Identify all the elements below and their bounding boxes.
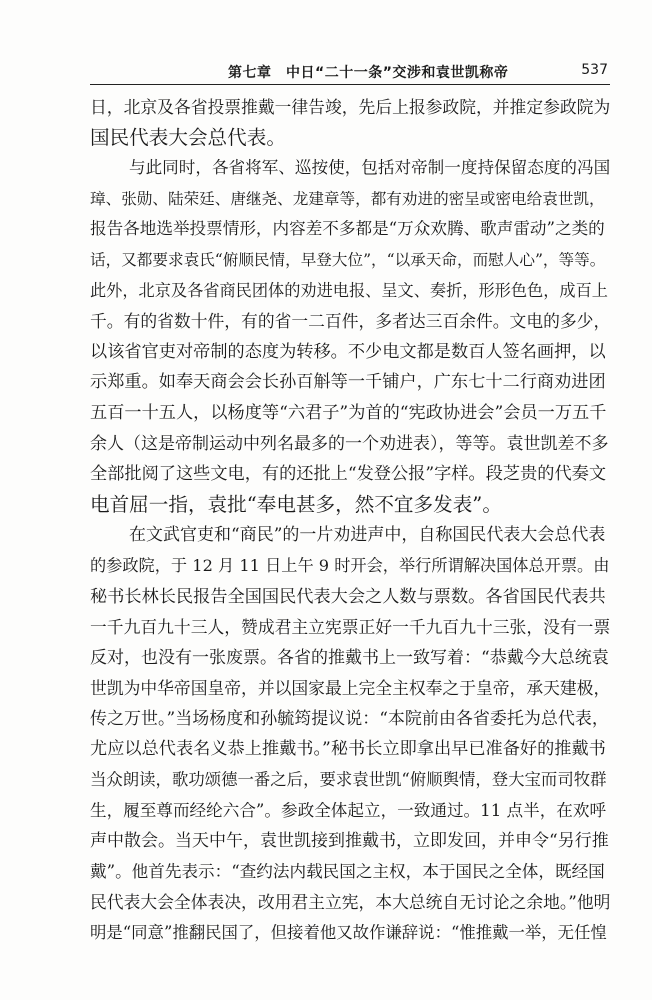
text-line: 一千九百九十三人，赞成君主立宪票正好一千九百九十三张，没有一票: [90, 617, 611, 638]
text-line: 五百一十五人，以杨度等“六君子”为首的“宪政协进会”会员一万五千: [90, 402, 607, 423]
running-header: [90, 58, 610, 85]
text-line: 戴”。他首先表示：“查约法内载民国之主权，本于国民之全体，既经国: [90, 861, 605, 881]
text-line: 日，北京及各省投票推戴一律告竣，先后上报参政院，并推定参政院为: [90, 97, 611, 117]
text-line: 民代表大会全体表决，改用君主立宪，本大总统自无讨论之余地。”他明: [90, 892, 611, 913]
text-line: 话，又都要求袁氏“俯顺民情，早登大位”，“以承天命，而慰人心”，等等。: [90, 250, 606, 269]
text-line: 电首屈一指，袁批“奉电甚多，然不宜多发表”。: [90, 492, 502, 516]
text-line: 反对，也没有一张废票。各省的推戴书上一致写着：“恭戴今大总统袁: [90, 647, 609, 668]
text-line: 的参政院，于 12 月 11 日上午 9 时开会，举行所谓解决国体总开票。由: [90, 555, 610, 575]
text-line: 秘书长林长民报告全国国民代表大会之人数与票数。各省国民代表共: [90, 586, 606, 607]
text-line: 全部批阅了这些文电，有的还批上“发登公报”字样。段芝贵的代奏文: [90, 464, 607, 485]
text-line: 当众朗读，歌功颂德一番之后，要求袁世凯“俯顺舆情，登大宝而司牧群: [90, 770, 607, 790]
text-line: 此外，北京及各省商民团体的劝进电报、呈文、奏折，形形色色，成百上: [90, 280, 608, 300]
text-line: 生，履至尊而经纶六合”。参政全体起立，一致通过。11 点半，在欢呼: [90, 800, 607, 820]
text-line: 明是“同意”推翻民国了，但接着他又故作谦辞说：“惟推戴一举，无任惶: [90, 923, 607, 943]
text-line: 尤应以总代表名义恭上推戴书。”秘书长立即拿出早已准备好的推戴书: [90, 739, 606, 760]
text-line: 声中散会。当天中午，袁世凯接到推戴书，立即发回，并申令“另行推: [90, 831, 609, 852]
paragraph-first-line: 在文武官吏和“商民”的一片劝进声中，自称国民代表大会总代表: [129, 525, 606, 546]
body-text: [90, 92, 610, 949]
chapter-title: 第七章 中日“二十一条”交涉和袁世凯称帝: [228, 65, 509, 81]
paragraph-first-line: 与此同时，各省将军、巡按使，包括对帝制一度持保留态度的冯国: [129, 158, 611, 178]
text-line: 世凯为中华帝国皇帝，并以国家最上完全主权奉之于皇帝，承天建极，: [90, 678, 611, 699]
text-line: 余人（这是帝制运动中列名最多的一个劝进表），等等。袁世凯差不多: [90, 433, 609, 454]
text-line: 璋、张勋、陆荣廷、唐继尧、龙建章等，都有劝进的密呈或密电给袁世凯，: [90, 189, 605, 208]
text-line: 以该省官吏对帝制的态度为转移。不少电文都是数百人签名画押，以: [90, 341, 606, 362]
text-line: 传之万世。”当场杨度和孙毓筠提议说：“本院前由各省委托为总代表，: [90, 708, 609, 729]
text-line: 示郑重。如奉天商会会长孙百斛等一千铺户，广东七十二行商劝进团: [90, 372, 606, 393]
page-number: 537: [581, 62, 608, 78]
text-line: 国民代表大会总代表。: [90, 125, 286, 149]
text-line: 千。有的省数十件，有的省一二百件，多者达三百余件。文电的多少，: [90, 311, 611, 332]
text-line: 报告各地选举投票情形，内容差不多都是“万众欢腾、歌声雷动”之类的: [90, 219, 605, 239]
